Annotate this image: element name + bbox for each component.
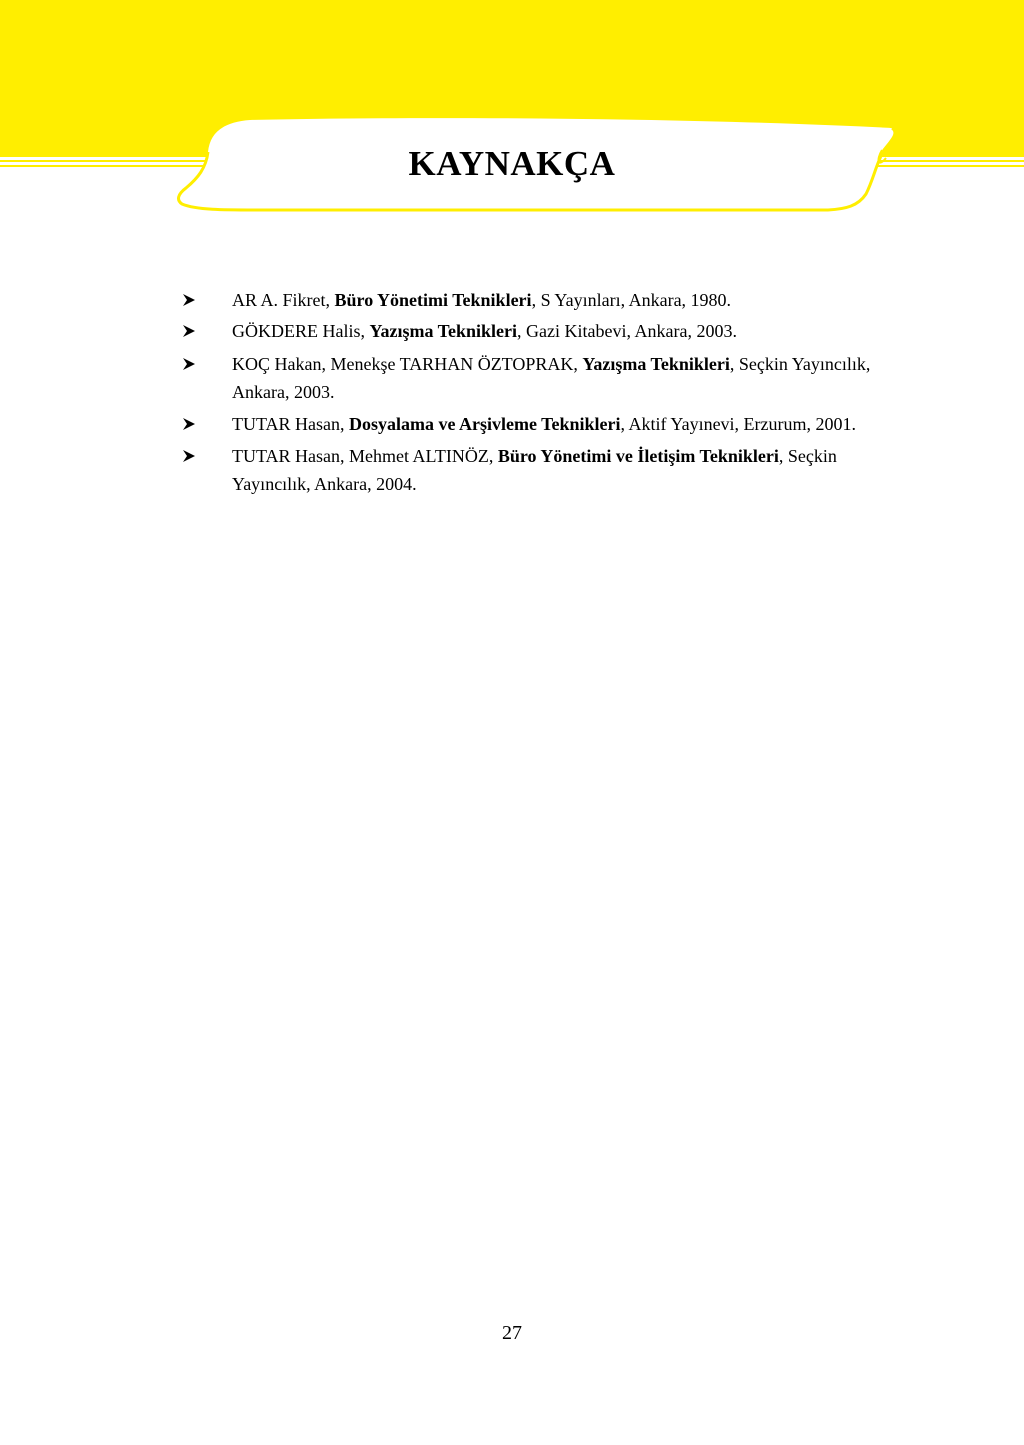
page-title: KAYNAKÇA: [408, 144, 616, 183]
arrowhead-bullet-icon: [182, 410, 196, 438]
reference-list: [182, 286, 882, 502]
reference-publisher: , Gazi Kitabevi, Ankara, 2003.: [517, 321, 737, 341]
reference-title: Büro Yönetimi ve İletişim Teknikleri: [497, 446, 779, 466]
reference-item: [182, 317, 882, 345]
page-number: 27: [502, 1322, 522, 1344]
reference-item: [182, 410, 882, 438]
header-banner: [0, 0, 1024, 230]
reference-authors: TUTAR Hasan,: [232, 414, 350, 434]
arrowhead-bullet-icon: [182, 442, 196, 470]
reference-authors: GÖKDERE Halis,: [232, 321, 370, 341]
reference-authors: TUTAR Hasan, Mehmet ALTINÖZ,: [232, 446, 498, 466]
reference-title: Yazışma Teknikleri: [582, 354, 730, 374]
reference-title: Dosyalama ve Arşivleme Teknikleri: [349, 414, 621, 434]
reference-item: [182, 286, 882, 314]
reference-authors: KOÇ Hakan, Menekşe TARHAN ÖZTOPRAK,: [232, 354, 583, 374]
arrowhead-bullet-icon: [182, 286, 196, 314]
arrowhead-bullet-icon: [182, 317, 196, 345]
reference-title: Yazışma Teknikleri: [369, 321, 518, 341]
reference-authors: AR A. Fikret,: [232, 290, 335, 310]
reference-publisher: , Aktif Yayınevi, Erzurum, 2001.: [620, 414, 857, 434]
reference-publisher: , S Yayınları, Ankara, 1980.: [531, 290, 732, 310]
reference-title: Büro Yönetimi Teknikleri: [334, 290, 532, 310]
reference-item: [182, 350, 882, 406]
reference-publisher: , Seçkin Yayıncılık, Ankara, 2004.: [232, 446, 837, 494]
reference-item: [182, 442, 882, 498]
reference-publisher: , Seçkin Yayıncılık, Ankara, 2003.: [232, 354, 871, 402]
arrowhead-bullet-icon: [182, 350, 196, 378]
